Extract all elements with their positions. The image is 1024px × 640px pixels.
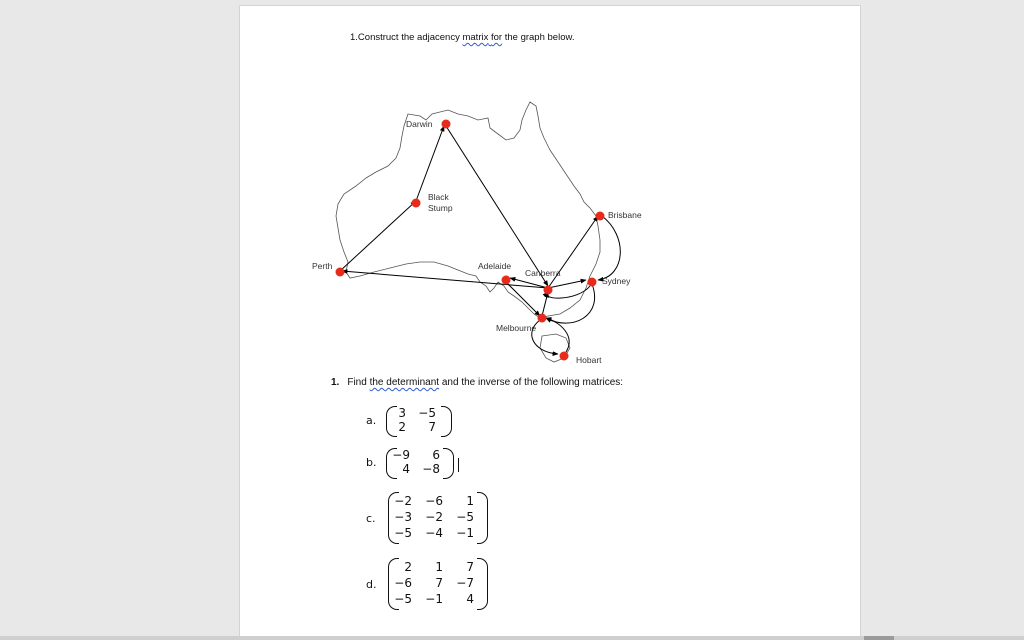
matrix-a-cell-r1c2: −5 <box>418 406 436 420</box>
node-canberra <box>544 286 553 295</box>
matrix-label-b: b. <box>366 456 377 469</box>
matrix-a-cell-r2c1: 2 <box>398 420 406 434</box>
node-sydney <box>588 278 597 287</box>
matrix-c-cell-r3c1: −5 <box>394 526 412 540</box>
edge-sydney-melbourne <box>546 284 595 323</box>
matrix-d-cell-r2c1: −6 <box>394 576 412 590</box>
matrix-c-cell-r3c2: −4 <box>425 526 443 540</box>
matrix-item-a <box>366 406 466 442</box>
node-brisbane <box>596 212 605 221</box>
edge-sydney-canberra <box>547 286 590 298</box>
matrix-a-cell-r2c2: 7 <box>428 420 436 434</box>
label-sydney: Sydney <box>602 276 631 286</box>
matrix-d-cell-r3c3: 4 <box>466 592 474 606</box>
matrix-d-cell-r1c3: 7 <box>466 560 474 574</box>
scrollbar-thumb[interactable] <box>864 636 894 640</box>
matrix-label-d: d. <box>366 578 377 591</box>
q1-suffix: the graph below. <box>502 32 575 43</box>
matrix-c-cell-r3c3: −1 <box>456 526 474 540</box>
label-black-stump-1: Black <box>428 192 449 202</box>
matrix-c-cell-r2c1: −3 <box>394 510 412 524</box>
label-perth: Perth <box>312 261 333 271</box>
matrix-label-c: c. <box>366 512 376 525</box>
matrix-b-cell-r1c2: 6 <box>432 448 440 462</box>
node-hobart <box>560 352 569 361</box>
q2-number: 1. <box>331 377 340 388</box>
matrix-b-cell-r2c2: −8 <box>422 462 440 476</box>
matrix-item-c <box>366 492 496 548</box>
node-melbourne <box>538 314 547 323</box>
matrix-b-cell-r1c1: −9 <box>392 448 410 462</box>
edge-canberra-sydney <box>548 280 586 288</box>
matrix-c-cell-r1c3: 1 <box>466 494 474 508</box>
matrix-a <box>386 406 452 438</box>
label-black-stump-2: Stump <box>428 203 453 213</box>
label-darwin: Darwin <box>406 119 433 129</box>
edge-perth-blackstump <box>340 201 416 271</box>
edge-blackstump-darwin <box>416 126 444 201</box>
right-paren <box>477 558 488 610</box>
matrix-c-cell-r1c1: −2 <box>394 494 412 508</box>
label-melbourne: Melbourne <box>496 323 537 333</box>
matrix-d-cell-r1c2: 1 <box>435 560 443 574</box>
label-hobart: Hobart <box>576 355 602 365</box>
matrix-item-d <box>366 558 496 614</box>
label-brisbane: Brisbane <box>608 210 642 220</box>
q2-suffix: and the inverse of the following matrices: <box>439 377 624 388</box>
right-paren <box>443 448 454 479</box>
q1-prefix: 1.Construct the adjacency <box>350 32 463 43</box>
matrix-c <box>388 492 488 546</box>
right-paren <box>441 406 452 437</box>
matrix-c-cell-r1c2: −6 <box>425 494 443 508</box>
node-perth <box>336 268 345 277</box>
q1-matrix-word: matrix <box>462 32 489 43</box>
matrix-a-cell-r1c1: 3 <box>398 406 406 420</box>
text-cursor <box>458 458 459 472</box>
australia-graph-figure <box>308 96 642 376</box>
question-2-text <box>331 377 623 388</box>
right-paren <box>477 492 488 544</box>
matrix-d <box>388 558 488 612</box>
node-darwin <box>442 120 451 129</box>
edge-brisbane-sydney <box>598 216 620 280</box>
document-page <box>240 6 860 636</box>
q2-prefix: Find <box>347 377 370 388</box>
label-canberra: Canberra <box>525 268 561 278</box>
q1-for-word: for <box>491 32 503 43</box>
matrix-d-cell-r2c3: −7 <box>456 576 474 590</box>
matrix-c-cell-r2c2: −2 <box>425 510 443 524</box>
matrix-c-cell-r2c3: −5 <box>456 510 474 524</box>
q2-determinant-phrase: the determinant <box>369 377 440 388</box>
question-1-text <box>350 32 574 43</box>
matrix-label-a: a. <box>366 414 377 427</box>
matrix-b <box>386 448 454 480</box>
matrix-d-cell-r1c1: 2 <box>404 560 412 574</box>
matrix-item-b <box>366 448 476 484</box>
label-adelaide: Adelaide <box>478 261 512 271</box>
matrix-d-cell-r2c2: 7 <box>435 576 443 590</box>
matrix-d-cell-r3c2: −1 <box>425 592 443 606</box>
matrix-b-cell-r2c1: 4 <box>402 462 410 476</box>
node-black-stump <box>412 199 421 208</box>
matrix-d-cell-r3c1: −5 <box>394 592 412 606</box>
node-adelaide <box>502 276 511 285</box>
